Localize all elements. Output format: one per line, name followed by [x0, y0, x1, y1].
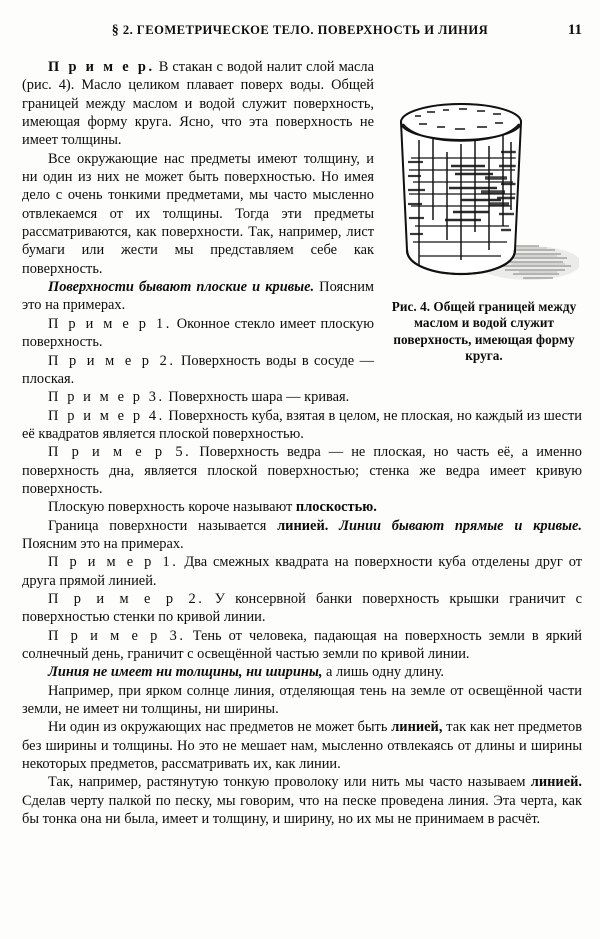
paragraph-text: Поверхность воды в сосуде — плоская.: [22, 352, 374, 387]
page-body-text: [22, 58, 582, 828]
figure-4: [386, 100, 582, 365]
page-number: 11: [567, 22, 582, 38]
paragraph-text: а лишь одну длину.: [322, 664, 444, 681]
paragraph-line-definition: [22, 517, 582, 554]
section-heading: [22, 23, 552, 39]
paragraph-text: Поверхность куба, взятая в целом, не плоская, но каждый из шести её квадратов является плоской поверхностью.: [22, 407, 582, 442]
emphasis-line: линией,: [391, 719, 443, 736]
example-label: П р и м е р 1.: [48, 554, 179, 571]
paragraph-example-1b: [22, 553, 582, 590]
page-header: [22, 22, 582, 44]
paragraph-text: так как нет предметов без ширины и толщины. Но это не мешает нам, мысленно отвлекаясь от длины и ширины некоторых предметов, рассматривать их, как линии.: [22, 719, 582, 773]
paragraph-text: Так, например, растянутую тонкую проволоку или нить мы часто называем: [48, 774, 531, 791]
example-label: П р и м е р 1.: [48, 315, 172, 332]
paragraph-text: Поясним это на примерах.: [22, 279, 375, 314]
example-label: П р и м е р.: [48, 59, 155, 75]
section-symbol: §: [111, 23, 120, 38]
emphasis-plane: плоскостью.: [295, 499, 377, 516]
paragraph-line-no-thickness: [22, 663, 582, 681]
paragraph-no-object-is-line: [22, 718, 582, 773]
paragraph-text: У консервной банки поверхность крышки граничит с поверхностью стенки по кривой линии.: [22, 590, 582, 626]
paragraph-example-3a: [22, 388, 582, 406]
paragraph-example-4a: [22, 407, 582, 444]
paragraph-text: Плоскую поверхность короче называют: [48, 499, 296, 516]
paragraph-text: В стакан с водой налит слой масла (рис. 4). Масло целиком плавает поверх воды. Общей границей между маслом и водой служит поверхность, имеющая форму круга. Ясно, что эта поверхность не имеет толщины.: [22, 59, 374, 149]
emphasis-line: линией.: [530, 774, 582, 791]
emphasis-lines-straight-curved: Линии бывают прямые и кривые.: [328, 517, 582, 534]
paragraph-example-2b: [22, 590, 582, 627]
emphasis-surfaces-flat-curved: Поверхности бывают плоские и кривые.: [48, 279, 315, 296]
figure-caption-text: Общей границей между маслом и водой служит поверхность, имеющая форму круга.: [393, 299, 577, 364]
paragraph-example-5a: [22, 443, 582, 498]
emphasis-line-no-thickness: Линия не имеет ни толщины, ни ширины,: [48, 664, 323, 681]
paragraph-text: Поверхность ведра — не плоская, но часть её, а именно поверхность дна, является плоской поверхностью; стенка же ведра имеет кривую поверхность.: [22, 444, 582, 497]
paragraph-wire-example: [22, 773, 582, 828]
example-label: П р и м е р 2.: [48, 590, 205, 607]
paragraph-plane-definition: [22, 498, 582, 516]
paragraph-text: Оконное стекло имеет плоскую поверхность.: [22, 315, 375, 351]
example-label: П р и м е р 3.: [48, 389, 165, 406]
paragraph-text: Тень от человека, падающая на поверхность земли в яркий солнечный день, граничит с освещённой частью земли по кривой линии.: [22, 627, 583, 662]
paragraph-text: Сделав черту палкой по песку, мы говорим, что на песке проведена линия. Эта черта, как бы тонка она ни была, имеет и толщину, и ширину, но их мы не принимаем в расчёт.: [22, 792, 582, 828]
emphasis-line: линией.: [277, 517, 329, 534]
example-label: П р и м е р 3.: [48, 627, 186, 644]
figure-caption: [386, 299, 582, 365]
paragraph-text: Граница поверхности называется: [48, 517, 278, 534]
section-heading-text: 2. ГЕОМЕТРИЧЕСКОЕ ТЕЛО. ПОВЕРХНОСТЬ И ЛИНИЯ: [122, 23, 489, 37]
paragraph-text: Поверхность шара — кривая.: [164, 389, 350, 406]
example-label: П р и м е р 4.: [48, 407, 165, 424]
paragraph-example-3b: [22, 627, 582, 664]
paragraph-text: Ни один из окружающих нас предметов не может быть: [48, 719, 392, 736]
paragraph-text: Например, при ярком солнце линия, отделяющая тень на земле от освещённой части земли, не имеет ни толщины, ни ширины.: [22, 682, 582, 718]
paragraph-text: Два смежных квадрата на поверхности куба отделены друг от друга прямой линией.: [22, 554, 582, 589]
paragraph-text: Поясним это на примерах.: [22, 535, 184, 552]
paragraph-shadow-example: [22, 682, 582, 719]
example-label: П р и м е р 2.: [48, 352, 176, 369]
glass-illustration: [389, 100, 579, 293]
figure-label: Рис. 4.: [391, 299, 431, 314]
example-label: П р и м е р 5.: [48, 444, 192, 461]
paragraph-text: Все окружающие нас предметы имеют толщину, и ни один из них не может быть поверхностью. Но имея дело с очень тонкими предметами, мы часто мысленно отвлекаемся от их толщины. Тогда эти предметы рассматриваются, как поверхности. Так, например, лист бумаги или жести мы представляем себе как поверхность.: [22, 150, 374, 277]
